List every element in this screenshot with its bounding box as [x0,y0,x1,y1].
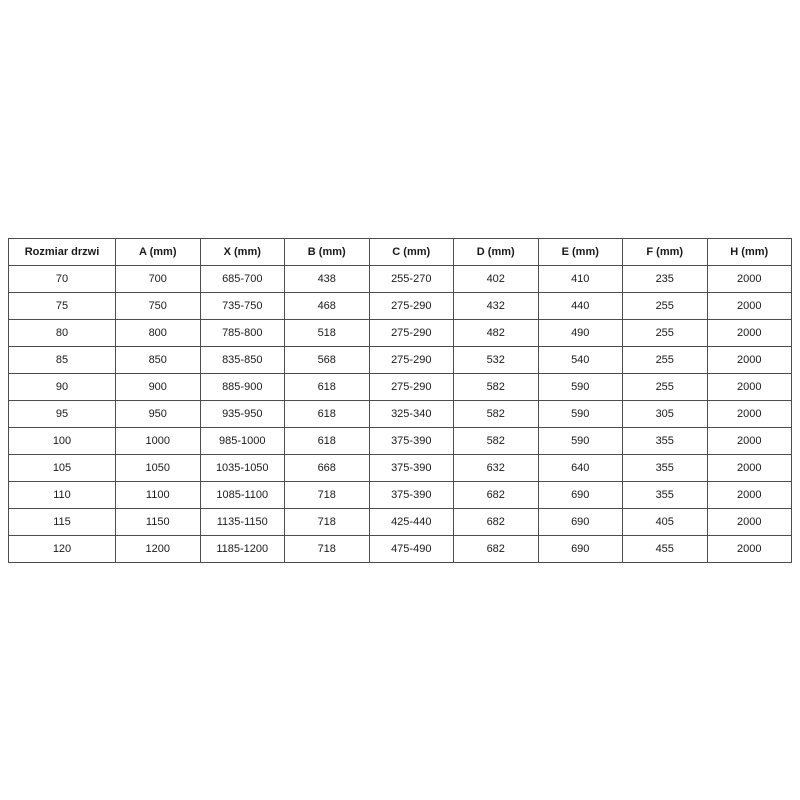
table-cell-2-0: 80 [9,320,116,347]
table-cell-7-6: 640 [538,455,623,482]
table-row-4 [9,374,792,401]
table-cell-7-1: 1050 [116,455,201,482]
table-cell-9-7: 405 [623,509,708,536]
table-cell-0-2: 685-700 [200,266,285,293]
table-body [9,266,792,563]
table-cell-6-6: 590 [538,428,623,455]
table-cell-10-2: 1185-1200 [200,536,285,563]
table-cell-4-0: 90 [9,374,116,401]
table-row-5 [9,401,792,428]
header-cell-3: B (mm) [285,239,370,266]
table-cell-2-8: 2000 [707,320,792,347]
table-cell-3-0: 85 [9,347,116,374]
header-cell-6: E (mm) [538,239,623,266]
table-cell-1-0: 75 [9,293,116,320]
table-cell-6-8: 2000 [707,428,792,455]
table-cell-0-3: 438 [285,266,370,293]
table-cell-2-2: 785-800 [200,320,285,347]
table-cell-1-7: 255 [623,293,708,320]
table-cell-10-4: 475-490 [369,536,454,563]
table-cell-7-0: 105 [9,455,116,482]
table-cell-7-4: 375-390 [369,455,454,482]
header-cell-2: X (mm) [200,239,285,266]
table-cell-1-8: 2000 [707,293,792,320]
table-cell-4-8: 2000 [707,374,792,401]
table-cell-8-4: 375-390 [369,482,454,509]
table-cell-4-1: 900 [116,374,201,401]
table-cell-3-6: 540 [538,347,623,374]
table-cell-3-3: 568 [285,347,370,374]
table-row-1 [9,293,792,320]
table-cell-8-5: 682 [454,482,539,509]
header-cell-1: A (mm) [116,239,201,266]
table-cell-4-3: 618 [285,374,370,401]
table-head [9,239,792,266]
table-cell-7-2: 1035-1050 [200,455,285,482]
table-cell-10-3: 718 [285,536,370,563]
table-cell-6-1: 1000 [116,428,201,455]
table-cell-5-2: 935-950 [200,401,285,428]
table-cell-3-8: 2000 [707,347,792,374]
table-cell-4-7: 255 [623,374,708,401]
table-cell-7-5: 632 [454,455,539,482]
table-cell-10-1: 1200 [116,536,201,563]
header-cell-7: F (mm) [623,239,708,266]
table-cell-5-3: 618 [285,401,370,428]
header-cell-8: H (mm) [707,239,792,266]
table-cell-1-6: 440 [538,293,623,320]
table-cell-0-0: 70 [9,266,116,293]
table-cell-8-6: 690 [538,482,623,509]
table-cell-0-1: 700 [116,266,201,293]
table-cell-7-7: 355 [623,455,708,482]
table-cell-6-3: 618 [285,428,370,455]
table-cell-3-4: 275-290 [369,347,454,374]
table-cell-6-0: 100 [9,428,116,455]
table-cell-2-3: 518 [285,320,370,347]
table-cell-0-8: 2000 [707,266,792,293]
table-cell-2-7: 255 [623,320,708,347]
table-cell-3-1: 850 [116,347,201,374]
table-cell-10-0: 120 [9,536,116,563]
table-cell-2-4: 275-290 [369,320,454,347]
table-cell-0-6: 410 [538,266,623,293]
table-row-2 [9,320,792,347]
table-cell-2-1: 800 [116,320,201,347]
table-cell-0-4: 255-270 [369,266,454,293]
table-row-3 [9,347,792,374]
header-row [9,239,792,266]
table-cell-1-4: 275-290 [369,293,454,320]
table-cell-8-3: 718 [285,482,370,509]
table-row-7 [9,455,792,482]
table-cell-3-5: 532 [454,347,539,374]
header-cell-4: C (mm) [369,239,454,266]
table-cell-4-2: 885-900 [200,374,285,401]
table-cell-3-2: 835-850 [200,347,285,374]
table-cell-6-5: 582 [454,428,539,455]
table-row-9 [9,509,792,536]
table-cell-7-3: 668 [285,455,370,482]
table-row-0 [9,266,792,293]
table-cell-2-6: 490 [538,320,623,347]
table-cell-6-2: 985-1000 [200,428,285,455]
table-cell-10-5: 682 [454,536,539,563]
table-cell-9-5: 682 [454,509,539,536]
table-cell-10-8: 2000 [707,536,792,563]
table-cell-8-0: 110 [9,482,116,509]
table-cell-5-4: 325-340 [369,401,454,428]
table-cell-9-4: 425-440 [369,509,454,536]
table-cell-8-7: 355 [623,482,708,509]
table-cell-4-5: 582 [454,374,539,401]
table-cell-5-1: 950 [116,401,201,428]
table-cell-1-5: 432 [454,293,539,320]
table-cell-1-2: 735-750 [200,293,285,320]
table-cell-3-7: 255 [623,347,708,374]
table-row-10 [9,536,792,563]
table-row-8 [9,482,792,509]
table-cell-5-0: 95 [9,401,116,428]
table-cell-10-6: 690 [538,536,623,563]
table-cell-8-2: 1085-1100 [200,482,285,509]
table-cell-10-7: 455 [623,536,708,563]
table-cell-5-5: 582 [454,401,539,428]
table-cell-9-1: 1150 [116,509,201,536]
door-size-spec-table [8,238,792,563]
table-cell-0-7: 235 [623,266,708,293]
table-cell-9-2: 1135-1150 [200,509,285,536]
table-cell-4-6: 590 [538,374,623,401]
table-row-6 [9,428,792,455]
table-cell-5-7: 305 [623,401,708,428]
table-cell-5-8: 2000 [707,401,792,428]
table-cell-6-7: 355 [623,428,708,455]
header-cell-5: D (mm) [454,239,539,266]
table-cell-8-8: 2000 [707,482,792,509]
table-cell-9-8: 2000 [707,509,792,536]
table-cell-1-1: 750 [116,293,201,320]
table-cell-9-3: 718 [285,509,370,536]
table-cell-9-6: 690 [538,509,623,536]
table-cell-0-5: 402 [454,266,539,293]
table-cell-1-3: 468 [285,293,370,320]
table-cell-2-5: 482 [454,320,539,347]
table-cell-8-1: 1100 [116,482,201,509]
table-cell-7-8: 2000 [707,455,792,482]
table-cell-4-4: 275-290 [369,374,454,401]
header-cell-0: Rozmiar drzwi [9,239,116,266]
table-cell-9-0: 115 [9,509,116,536]
table-cell-6-4: 375-390 [369,428,454,455]
table-cell-5-6: 590 [538,401,623,428]
